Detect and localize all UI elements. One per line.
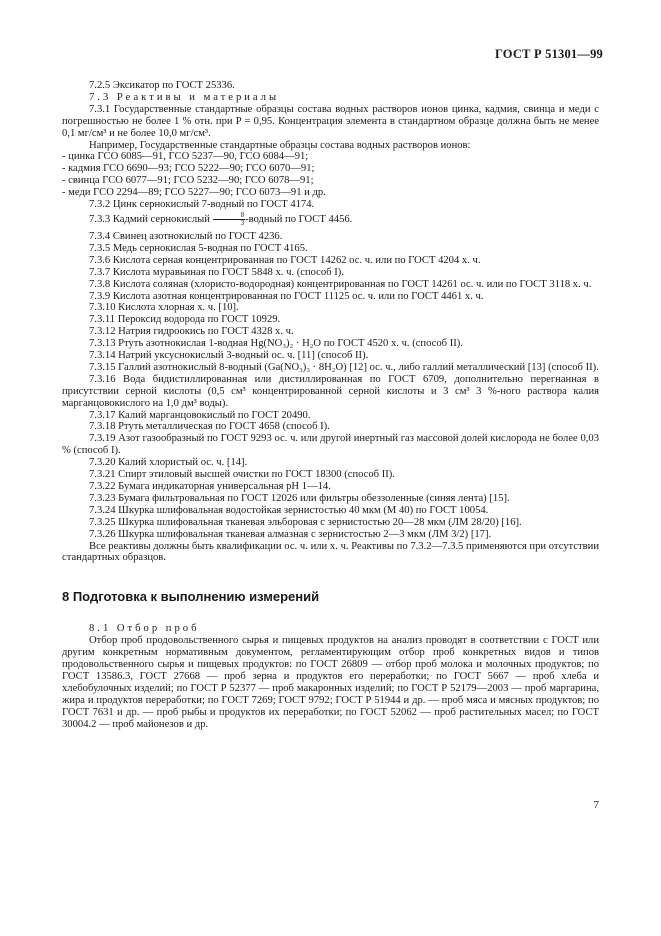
item-7-3-1: 7.3.1 Государственные стандартные образцы состава водных растворов ионов цинка, кадмия, свинца и меди с погрешностью не более 1 % отн. при P = 0,95. Концентрация элемента в стандартном образце должна быть не менее 0,1 мг/см³ и не более 10,0 мг/см³.: [62, 103, 599, 139]
example-intro: Например, Государственные стандартные образцы состава водных растворов ионов:: [89, 139, 471, 151]
item-7-3-14: 7.3.14 Натрий уксуснокислый 3-водный ос. ч. [11] (способ II).: [89, 350, 369, 362]
item-7-3-11: 7.3.11 Пероксид водорода по ГОСТ 10929.: [89, 314, 281, 326]
list-item-copper: - меди ГСО 2294—89; ГСО 5227—90; ГСО 6073—91 и др.: [62, 187, 326, 199]
item-7-3-21: 7.3.21 Спирт этиловый высшей очистки по ГОСТ 18300 (способ II).: [89, 469, 395, 481]
fraction-denominator: 3: [240, 219, 245, 228]
item-7-3-3-end: -водный по ГОСТ 4456.: [245, 213, 353, 225]
item-7-3-20: 7.3.20 Калий хлористый ос. ч. [14].: [89, 457, 248, 469]
item-7-3-22: 7.3.22 Бумага индикаторная универсальная рН 1—14.: [89, 481, 331, 492]
subsection-8-1-title: 8.1 Отбор проб: [89, 623, 200, 635]
list-item-zinc: - цинка ГСО 6085—91, ГСО 5237—90, ГСО 6084—91;: [62, 151, 309, 163]
item-7-3-7: 7.3.7 Кислота муравьиная по ГОСТ 5848 х. ч. (способ I).: [89, 266, 344, 278]
item-7-3-9: 7.3.9 Кислота азотная концентрированная по ГОСТ 11125 ос. ч. или по ГОСТ 4461 х. ч.: [89, 290, 484, 302]
item-7-3-6: 7.3.6 Кислота серная концентрированная по ГОСТ 14262 ос. ч. или по ГОСТ 4204 х. ч.: [89, 254, 481, 266]
fraction: [213, 212, 246, 227]
page-body: [62, 80, 599, 731]
list-item-lead: - свинца ГСО 6077—91; ГСО 5232—90; ГСО 6078—91;: [62, 175, 314, 187]
item-7-3-4: 7.3.4 Свинец азотнокислый по ГОСТ 4236.: [89, 230, 283, 242]
item-7-3-24: 7.3.24 Шкурка шлифовальная водостойкая зернистостью 40 мкм (М 40) по ГОСТ 10054.: [89, 504, 489, 516]
item-7-3-16: 7.3.16 Вода бидистиллированная или дистиллированная по ГОСТ 6709, дополнительно перегнанная в присутствии серной кислоты (0,5 см³ концентрированной серной кислоты и 3 см³ 3 %-ного раствора калия марганцовокислого на 1,0 дм³ воды).: [62, 373, 599, 409]
item-7-3-17: 7.3.17 Калий марганцовокислый по ГОСТ 20490.: [89, 409, 311, 421]
fraction-numerator: 8: [213, 212, 246, 220]
page-number: 7: [593, 799, 599, 811]
item-7-3-19: 7.3.19 Азот газообразный по ГОСТ 9293 ос. ч. или другой инертный газ массовой долей кислорода не более 0,03 % (способ I).: [62, 433, 599, 457]
item-7-3-2: 7.3.2 Цинк сернокислый 7-водный по ГОСТ 4174.: [89, 199, 315, 211]
item-7-3-25: 7.3.25 Шкурка шлифовальная тканевая эльборовая с зернистостью 20—28 мкм (ЛМ 28/20) [16].: [89, 516, 522, 528]
item-7-3-10: 7.3.10 Кислота хлорная х. ч. [10].: [89, 302, 239, 314]
item-7-3-15: 7.3.15 Галлий азотнокислый 8-водный (Ga(NO₃)₃ · 8H₂O) [12] ос. ч., либо галлий металлический [13] (способ II).: [89, 361, 599, 373]
item-7-3-3-start: 7.3.3 Кадмий сернокислый: [89, 213, 210, 225]
document-code: ГОСТ Р 51301—99: [494, 47, 603, 61]
item-7-3-8: 7.3.8 Кислота соляная (хлористо-водородная) концентрированная по ГОСТ 14261 ос. ч. или по ГОСТ 3118 х. ч.: [89, 278, 592, 290]
item-7-3-26: 7.3.26 Шкурка шлифовальная тканевая алмазная с зернистостью 2—3 мкм (ЛМ 3/2) [17].: [89, 528, 492, 540]
item-7-3-12: 7.3.12 Натрия гидроокись по ГОСТ 4328 х. ч.: [89, 326, 294, 338]
item-7-3-18: 7.3.18 Ртуть металлическая по ГОСТ 4658 (способ I).: [89, 421, 330, 433]
item-7-2-5: 7.2.5 Эксикатор по ГОСТ 25336.: [89, 80, 235, 91]
item-7-3-3: [62, 211, 599, 229]
item-7-3-13: 7.3.13 Ртуть азотнокислая 1-водная Hg(NO₃)₂ · H₂O по ГОСТ 4520 х. ч. (способ II).: [89, 338, 463, 350]
item-7-3-5: 7.3.5 Медь сернокислая 5-водная по ГОСТ 4165.: [89, 242, 308, 254]
sampling-paragraph: Отбор проб продовольственного сырья и пищевых продуктов на анализ проводят в соответствии с ГОСТ или другим конкретным нормативным документом, регламентирующим отбор проб конкретных видов и типов продовольственного сырья и пищевых продуктов: по ГОСТ 26809 — отбор проб молока и молочных продуктов; по ГОСТ 13586.3, ГОСТ 27668 — проб зерна и продуктов его переработки; по ГОСТ 5667 — проб хлеба и хлебобулочных изделий; по ГОСТ Р 52377 — проб макаронных изделий; по ГОСТ Р 52179—2003 — проб маргарина, жира и продуктов переработки; по ГОСТ 7269; ГОСТ 9792; ГОСТ Р 51944 и др. — проб мяса и мясных продуктов; по ГОСТ 7631 и др. — проб рыбы и продуктов их переработки; по ГОСТ 52062 — проб растительных масел; по ГОСТ 30004.2 — проб майонезов и др.: [62, 635, 599, 730]
item-7-3-23: 7.3.23 Бумага фильтровальная по ГОСТ 12026 или фильтры обеззоленные (синяя лента) [15].: [89, 492, 510, 504]
subsection-7-3-title: 7.3 Реактивы и материалы: [89, 91, 280, 103]
reagents-note: Все реактивы должны быть квалификации ос. ч. или х. ч. Реактивы по 7.3.2—7.3.5 применяются при отсутствии стандартных образцов.: [62, 540, 599, 564]
list-item-cadmium: - кадмия ГСО 6690—93; ГСО 5222—90; ГСО 6070—91;: [62, 163, 315, 175]
section-8-heading: 8 Подготовка к выполнению измерений: [62, 589, 320, 605]
